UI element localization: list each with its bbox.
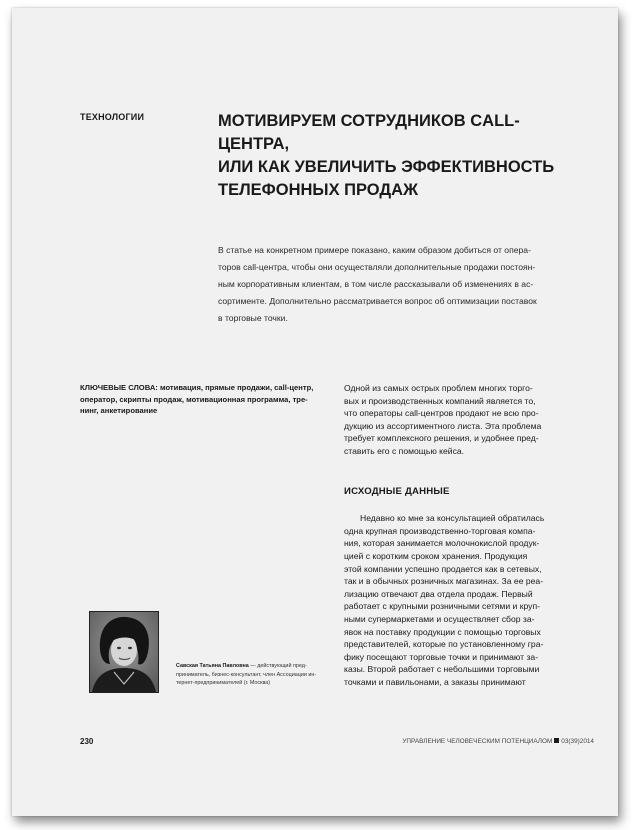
section-heading: ИСХОДНЫЕ ДАННЫЕ <box>344 485 450 497</box>
title-line: ИЛИ КАК УВЕЛИЧИТЬ ЭФФЕКТИВНОСТЬ <box>218 158 555 176</box>
journal-issue: 03(39)2014 <box>561 738 594 745</box>
intro-line: дукцию из ассортиментного листа. Эта проблема <box>344 420 542 431</box>
intro-line: что операторы call-центров продают не всю про- <box>344 408 539 419</box>
author-photo <box>89 611 159 693</box>
title-line: МОТИВИРУЕМ СОТРУДНИКОВ CALL-ЦЕНТРА, <box>218 112 520 153</box>
keywords-line: нинг, анкетирование <box>80 406 158 415</box>
author-bio <box>176 662 324 688</box>
intro-line: Одной из самых острых проблем многих торго- <box>344 383 533 393</box>
body-line: ными супермаркетами и осуществляет сбор за- <box>344 613 535 624</box>
article-body <box>344 382 580 688</box>
square-bullet-icon <box>554 738 559 743</box>
author-bio-line: — действующий пред- <box>248 663 307 669</box>
intro-line: вых и производственных компаний является то, <box>344 395 536 406</box>
body-line: представителей, которые по установленному гра- <box>344 639 544 650</box>
body-line: точками и павильонами, а заказы принимают <box>344 676 526 687</box>
page-number: 230 <box>80 737 94 746</box>
body-line: фику посещают торговые точки и принимают за- <box>344 651 539 662</box>
body-line: этой компании успешно продается как в сетевых, <box>344 563 542 574</box>
keywords-line: оператор, скрипты продаж, мотивационная программа, тре- <box>80 394 308 404</box>
body-line: лизацию отвечают два отдела продаж. Первый <box>344 588 533 599</box>
author-bio-line: приниматель, бизнес-консультант, член Ассоциации ин- <box>176 671 317 678</box>
title-line: ТЕЛЕФОННЫХ ПРОДАЖ <box>218 181 419 199</box>
abstract-line: ным корпоративным клиентам, в том числе рассказывали об изменениях в ас- <box>218 279 534 289</box>
intro-line: требует комплексного решения, и удобнее пред- <box>344 433 539 444</box>
journal-name: УПРАВЛЕНИЕ ЧЕЛОВЕЧЕСКИМ ПОТЕНЦИАЛОМ <box>402 738 553 745</box>
body-line: одна крупная производственно-торговая компа- <box>344 525 536 536</box>
body-line: Недавно ко мне за консультацией обратилась <box>360 513 545 524</box>
body-line: казы. Второй работает с небольшими торговыми <box>344 664 540 675</box>
keywords-label: КЛЮЧЕВЫЕ СЛОВА: <box>80 383 158 392</box>
abstract-line: в торговые точки. <box>218 313 288 323</box>
author-name: Савская Татьяна Павловна <box>176 663 249 669</box>
body-line: работает с крупными розничными сетями и круп- <box>344 601 540 612</box>
article-abstract <box>218 242 586 327</box>
keywords-block <box>80 382 316 417</box>
keywords-line: мотивация, прямые продажи, call-центр, <box>159 383 314 392</box>
body-line: цией с коротким сроком хранения. Продукция <box>344 550 528 561</box>
body-line: ния, которая занимается молочнокислой продук- <box>344 538 540 549</box>
body-line: так и в обычных розничных магазинах. За ее реа- <box>344 576 544 587</box>
abstract-line: торов call-центра, чтобы они осуществляли дополнительные продажи постоян- <box>218 262 536 272</box>
body-line: явок на поставку продукции с помощью торговых <box>344 626 541 637</box>
intro-line: ставить его с помощью кейса. <box>344 445 465 456</box>
article-title <box>218 110 578 202</box>
abstract-line: В статье на конкретном примере показано, каким образом добиться от опера- <box>218 245 531 255</box>
author-bio-line: тернет-предпринимателей (г. Москва) <box>176 680 271 687</box>
journal-footer <box>402 738 594 745</box>
abstract-line: сортименте. Дополнительно рассматривается вопрос об оптимизации поставок <box>218 296 537 306</box>
section-label: ТЕХНОЛОГИИ <box>80 112 145 122</box>
author-portrait-image <box>90 612 158 692</box>
